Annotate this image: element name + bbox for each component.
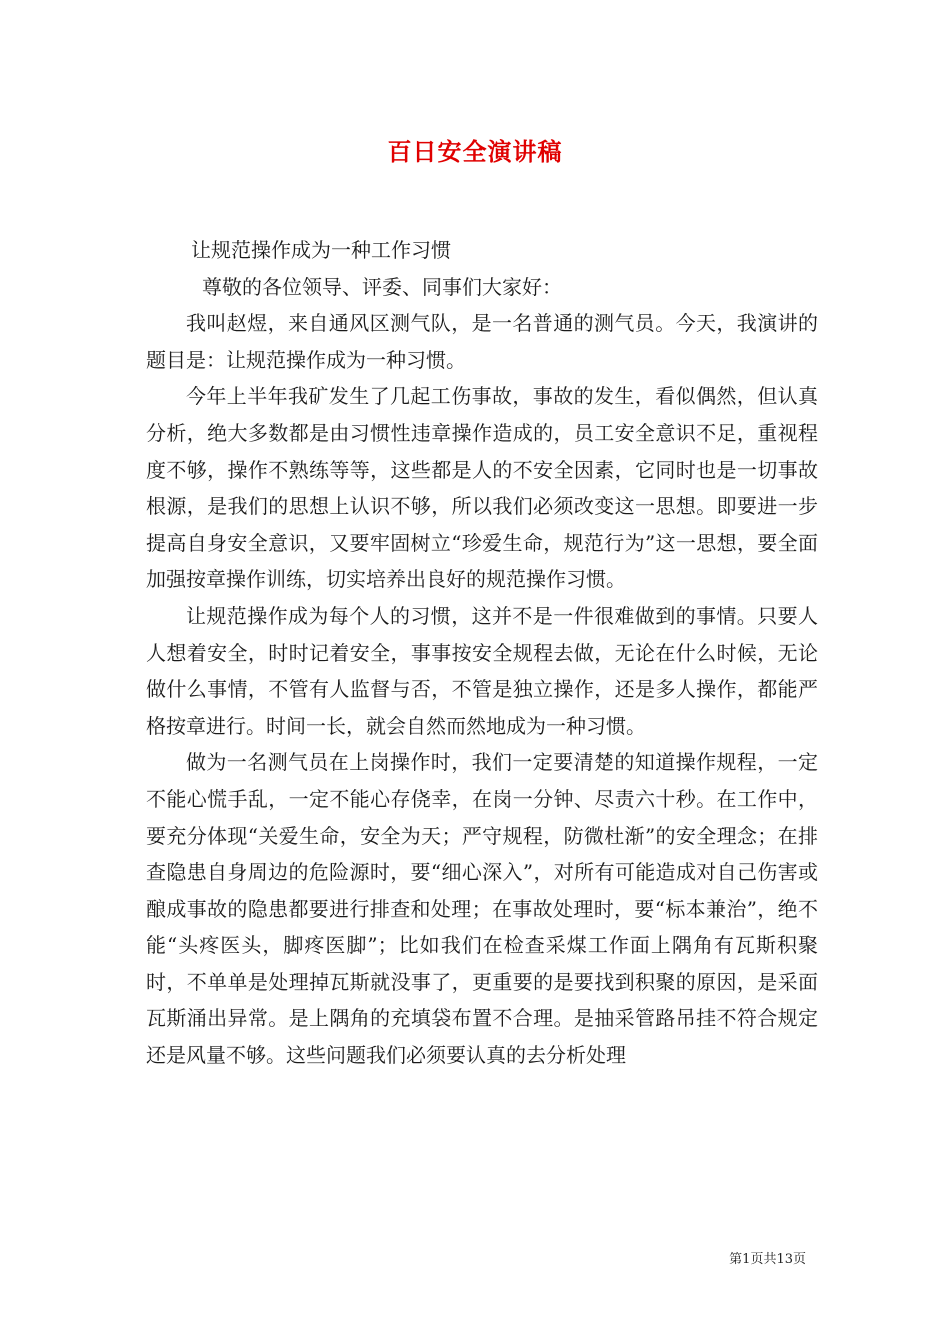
document-body bbox=[146, 232, 818, 1074]
document-subtitle: 让规范操作成为一种工作习惯 bbox=[191, 238, 451, 262]
page-number: 第1页共13页 bbox=[729, 1252, 806, 1267]
document-title: 百日安全演讲稿 bbox=[387, 137, 563, 166]
paragraph-intro: 我叫赵煜，来自通风区测气队，是一名普通的测气员。今天，我演讲的题目是：让规范操作成为一种习惯。 bbox=[146, 311, 818, 372]
paragraph-gas-inspector: 做为一名测气员在上岗操作时，我们一定要清楚的知道操作规程，一定不能心慌手乱，一定不能心存侥幸，在岗一分钟、尽责六十秒。在工作中，要充分体现“关爱生命，安全为天；严守规程，防微杜渐”的安全理念；在排查隐患自身周边的危险源时，要“细心深入”，对所有可能造成对自己伤害或酿成事故的隐患都要进行排查和处理；在事故处理时，要“标本兼治”，绝不能“头疼医头，脚疼医脚”；比如我们在检查采煤工作面上隅角有瓦斯积聚时，不单单是处理掉瓦斯就没事了，更重要的是要找到积聚的原因，是采面瓦斯涌出异常。是上隅角的充填袋布置不合理。是抽采管路吊挂不符合规定还是风量不够。这些问题我们必须要认真的去分析处理 bbox=[146, 750, 818, 1068]
greeting-line: 尊敬的各位领导、评委、同事们大家好： bbox=[202, 274, 562, 299]
paragraph-habit: 让规范操作成为每个人的习惯，这并不是一件很难做到的事情。只要人人想着安全，时时记着安全，事事按安全规程去做，无论在什么时候，无论做什么事情，不管有人监督与否，不管是独立操作，还是多人操作，都能严格按章进行。时间一长，就会自然而然地成为一种习惯。 bbox=[146, 603, 818, 738]
paragraph-accident-analysis: 今年上半年我矿发生了几起工伤事故，事故的发生，看似偶然，但认真分析，绝大多数都是由习惯性违章操作造成的，员工安全意识不足，重视程度不够，操作不熟练等等，这些都是人的不安全因素，它同时也是一切事故根源，是我们的思想上认识不够，所以我们必须改变这一思想。即要进一步提高自身安全意识，又要牢固树立“珍爱生命，规范行为”这一思想，要全面加强按章操作训练，切实培养出良好的规范操作习惯。 bbox=[146, 384, 818, 592]
